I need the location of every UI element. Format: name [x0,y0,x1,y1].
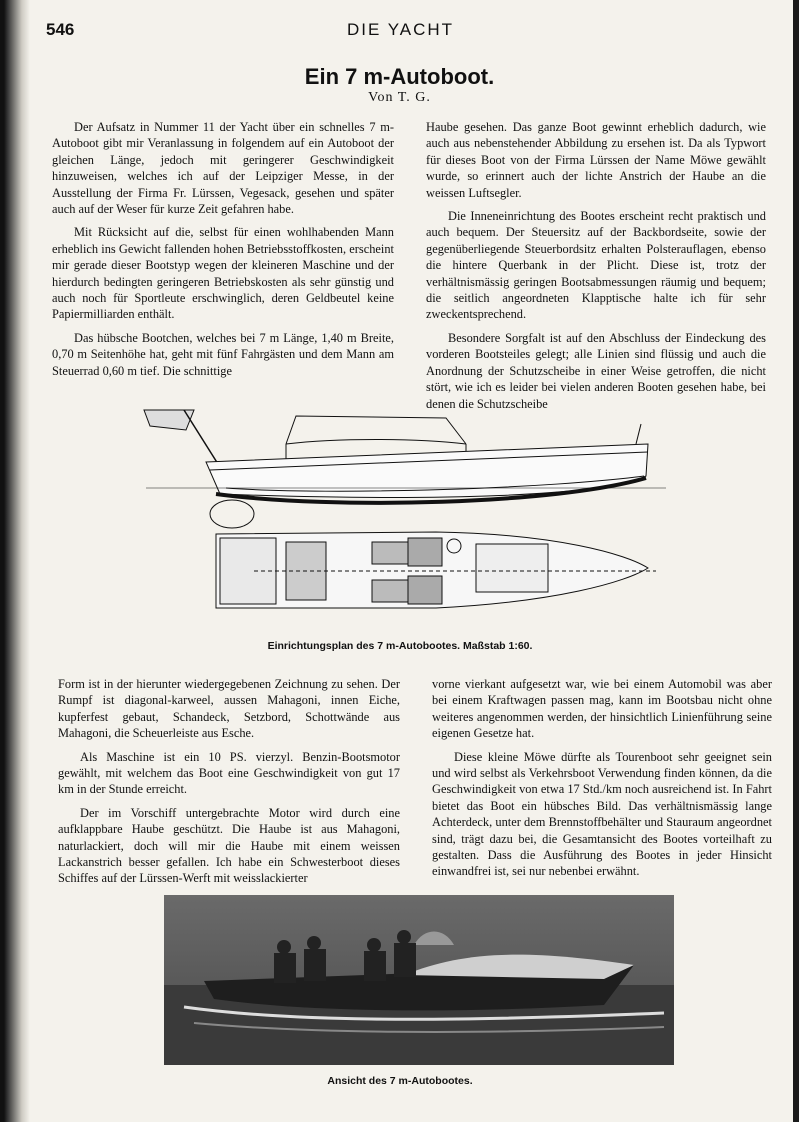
page-header [46,20,755,42]
flagstaff [184,410,218,464]
afterdeck [220,538,276,604]
running-title: DIE YACHT [346,20,455,39]
paragraph: Als Maschine ist ein 10 PS. vierzyl. Benzin-Bootsmotor gewählt, mit welchem das Boot eine Geschwindigkeit von gut 17 km in der Stunde erreicht. [58,749,400,797]
article-title: Ein 7 m-Autoboot. [304,64,495,89]
canopy-base [286,440,466,445]
paragraph: Mit Rücksicht auf die, selbst für einen wohlhabenden Mann erheblich ins Gewicht fallenden hohen Betriebsstoffkosten, erscheint mir gerade dieser Bootstyp wegen der kleineren Maschine und der hierdurch bedingten geringeren Betriebskosten als sehr günstig und auch noch für Sportleute erschwinglich, deren Geldbeutel keine Papiermilliarden enthält. [52,225,394,322]
paragraph: Besondere Sorgfalt ist auf den Abschluss der Eindeckung des vorderen Bootsteiles gelegt; alle Linien sind flüssig und auch die Anordnung der Schutzscheibe in einer Weise getroffen, die nicht stört, wie ich es leider bei vielen anderen Booten gesehen habe, bei denen die Schutzscheibe [426,330,766,411]
figure-caption: Einrichtungsplan des 7 m-Autobootes. Maßstab 1:60. [267,640,533,652]
paragraph: vorne vierkant aufgesetzt war, wie bei einem Automobil was aber bei einem Kraftwagen passen mag, kann im Bootsbau nicht ohne weiteres angenommen werden, der hinsichtlich Linienführung seine eigenen Gesetze hat. [432,677,772,741]
paragraph: Haube gesehen. Das ganze Boot gewinnt erheblich dadurch, wie auch aus nebenstehender Abbildung zu ersehen ist. Da als Typwort für dieses Boot von der Firma Lürssen der Name Möwe gewählt wurde, so erinnert auch der lichte Anstrich der Haube an die weissen Luftsegler. [426,120,766,200]
page-edge-right [793,0,799,1122]
rudder [210,500,254,528]
paragraph: Das hübsche Bootchen, welches bei 7 m Länge, 1,40 m Breite, 0,70 m Seitenhöhe hat, geht mit fünf Fahrgästen und dem Mann am Steuerrad 0,60 m tief. Die schnittige [52,330,394,378]
paragraph: Die Inneneinrichtung des Bootes erscheint recht praktisch und auch bequem. Der Steuersitz auf der Backbordseite, sowie der gegenüberliegende Steuerbordsitz erhalten Polsterauflagen, ebenso die hintere Querbank in der Plicht. Diese ist, trotz der verhältnismässig geringen Bootsabmessungen räumig und bequem; die seitlich angeordneten Klapptische halte ich für sehr zweckentsprechend. [426,209,766,322]
boat-plan-drawing [136,396,676,634]
column-top-left [52,119,394,386]
seat [372,542,408,564]
page-number: 546 [46,20,75,39]
deck-plan [216,532,656,608]
column-bottom-left [58,676,400,894]
photo-caption: Ansicht des 7 m-Autobootes. [327,1075,473,1087]
article-author: Von T. G. [368,90,431,105]
paragraph: Form ist in der hierunter wiedergegebenen Zeichnung zu sehen. Der Rumpf ist diagonal-karweel, aussen Mahagoni, innen Eiche, kupferfest gebaut, Schandeck, Setzbord, Schottwände aus Mahagoni, die Scheuerleiste aus Esche. [58,677,400,741]
side-elevation [144,410,666,528]
paragraph: Der Aufsatz in Nummer 11 der Yacht über ein schnelles 7 m-Autoboot gibt mir Veranlassung in folgendem auf ein Autoboot der gleichen Länge, jedoch mit geringerer Geschwindigkeit hinzuweisen, welches ich auf der Leipziger Messe, in der Ausstellung der Firma Fr. Lürssen, Vegesack, gesehen und später auch auf der Weser für kurze Zeit gefahren habe. [52,120,394,217]
bow-staff [636,424,641,444]
column-bottom-right [432,676,772,887]
boat-photo [164,895,674,1065]
engine-hood [476,544,548,592]
paragraph: Der im Vorschiff untergebrachte Motor wird durch eine aufklappbare Haube geschützt. Die Haube ist aus Mahagoni, naturlackiert, doch will mir die Haube mit einem weissen Lackanstrich besser gefallen. Ich habe ein Schwesterboot dieses Schiffes auf der Lürssen-Werft mit weisslackierter [58,805,400,886]
boat-photo-image [164,895,674,1065]
paragraph: Diese kleine Möwe dürfte als Tourenboot sehr geeignet sein und wird selbst als Verkehrsboot Verwendung finden können, da die Geschwindigkeit von etwa 17 Std./km noch ausreichend ist. In Fahrt bietet das Boot ein hübsches Bild. Das verhältnismässig lange Achterdeck, unter dem Brennstoffbehälter und Stauraum angeordnet sind, trägt dazu bei, die Gesamtansicht des Bootes vorteilhaft zu gestalten. Dass die Ausführung des Bootes in jeder Hinsicht einwandfrei ist, sei nur nebenbei erwähnt. [432,749,772,879]
starboard-seat [408,576,442,604]
page-edge-shadow [0,0,30,1122]
column-top-right [426,119,766,419]
seat [372,580,408,602]
helm-seat [408,538,442,566]
